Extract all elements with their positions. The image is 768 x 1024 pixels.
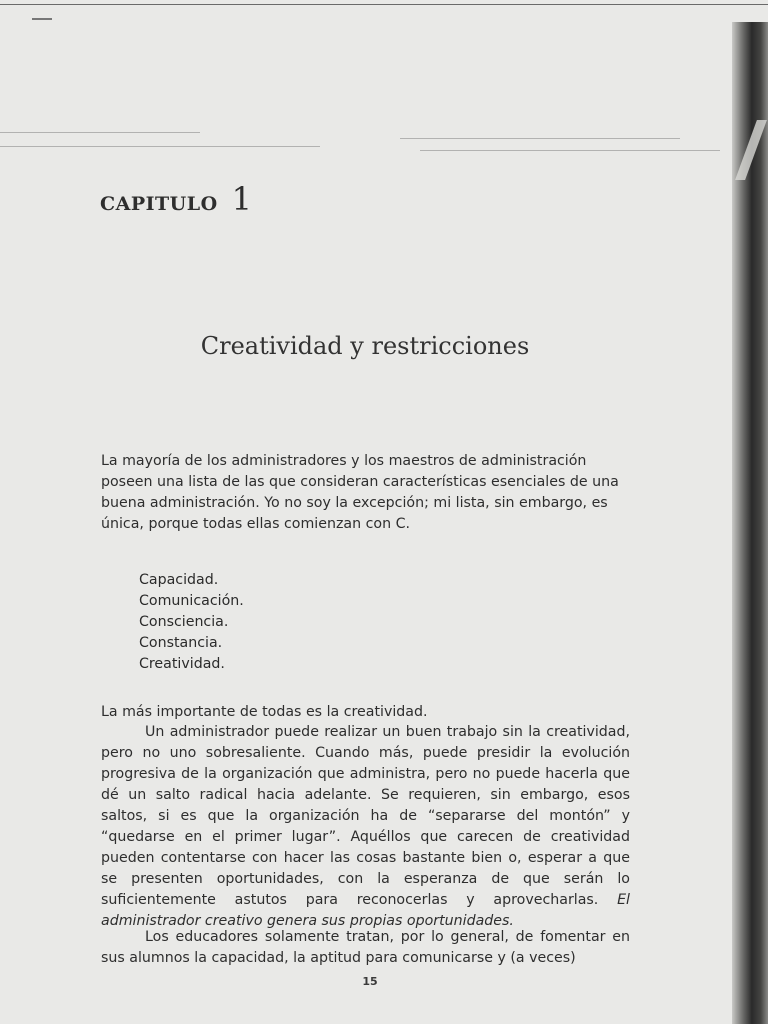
chapter-number: 1: [231, 180, 253, 218]
chapter-label: CAPITULO: [100, 193, 218, 215]
body-emphasis: El administrador creativo genera sus propias oportunidades.: [101, 892, 630, 929]
top-corner-mark: [32, 18, 52, 20]
chapter-heading: [100, 180, 252, 218]
lead-sentence: La más importante de todas es la creatividad.: [101, 704, 428, 720]
scan-artifact-line: [0, 132, 200, 133]
list-item: Creatividad.: [139, 656, 225, 672]
list-item: Constancia.: [139, 635, 223, 651]
next-paragraph: Los educadores solamente tratan, por lo general, de fomentar en sus alumnos la capacidad, la aptitud para comunicarse y (a veces): [101, 929, 630, 966]
list-item: Capacidad.: [139, 572, 219, 588]
scan-artifact-line: [400, 138, 680, 139]
intro-paragraph: La mayoría de los administradores y los maestros de administración poseen una lista de las que consideran características esenciales de una buena administración. Yo no soy la excepción; mi lista, sin embargo, es única, porque todas ellas comienzan con C.: [101, 453, 619, 532]
chapter-title: Creatividad y restricciones: [200, 332, 530, 360]
list-item: Consciencia.: [139, 614, 229, 630]
scan-artifact-line: [0, 146, 320, 147]
top-edge-rule: [0, 4, 768, 5]
scan-artifact-line: [420, 150, 720, 151]
body-text: Un administrador puede realizar un buen trabajo sin la creatividad, pero no uno sobresaliente. Cuando más, puede presidir la evolución progresiva de la organización que administra, pero no puede hacerla que dé un salto radical hacia adelante. Se requieren, sin embargo, esos saltos, si es que la organización ha de “separarse del montón” y “quedarse en el primer lugar”. Aquéllos que carecen de creatividad pueden contentarse con hacer las cosas bastante bien o, esperar a que se presenten oportunidades, con la esperanza de que serán lo suficientemente astutos para reconocerlas y aprovecharlas.: [101, 724, 630, 908]
page-number: 15: [362, 975, 378, 988]
c-list: [139, 570, 244, 675]
list-item: Comunicación.: [139, 593, 244, 609]
body-paragraph: [101, 722, 630, 932]
